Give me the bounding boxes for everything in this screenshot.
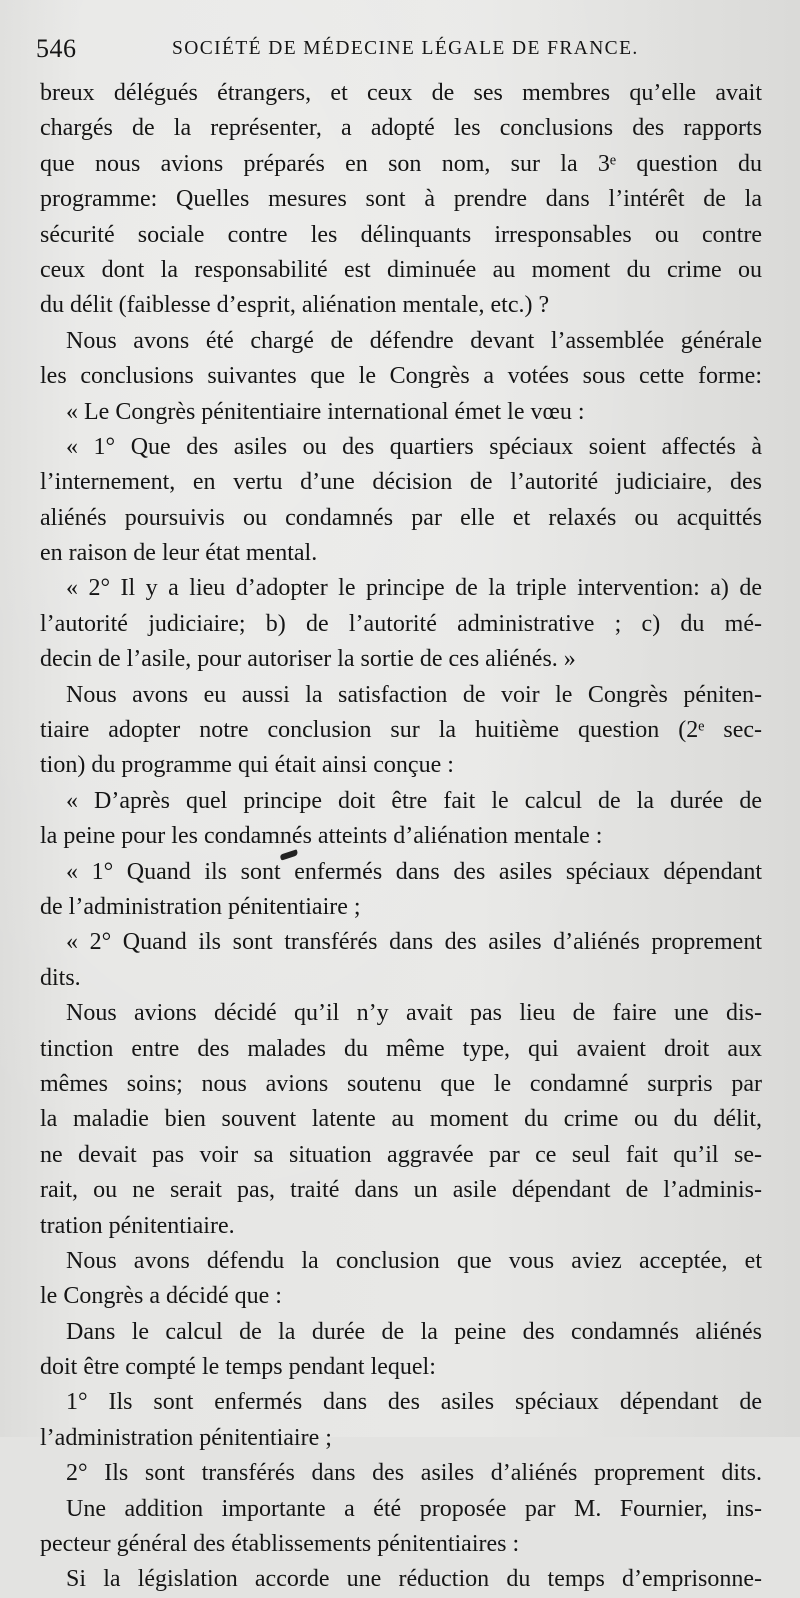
text-line: les conclusions suivantes que le Congrès a votées sous cette forme: bbox=[40, 363, 762, 390]
text-line: chargés de la représenter, a adopté les conclusions des rapports bbox=[40, 115, 762, 142]
text-line: 1° Ils sont enfermés dans des asiles spéciaux dépendant de bbox=[66, 1389, 762, 1416]
text-line: la peine pour les condamnés atteints d’aliénation mentale : bbox=[40, 823, 603, 850]
text-line: que nous avions préparés en son nom, sur la 3ᵉ question du bbox=[40, 150, 762, 177]
text-line: rait, ou ne serait pas, traité dans un asile dépendant de l’adminis- bbox=[40, 1177, 762, 1204]
text-line: ne devait pas voir sa situation aggravée par ce seul fait qu’il se- bbox=[40, 1141, 762, 1168]
text-line: tinction entre des malades du même type, qui avaient droit aux bbox=[40, 1035, 762, 1062]
text-line: tration pénitentiaire. bbox=[40, 1212, 235, 1239]
text-line: Dans le calcul de la durée de la peine des condamnés aliénés bbox=[66, 1318, 762, 1345]
text-line: l’autorité judiciaire; b) de l’autorité administrative ; c) du mé- bbox=[40, 610, 762, 637]
body-text bbox=[40, 76, 762, 1598]
text-line: l’administration pénitentiaire ; bbox=[40, 1424, 332, 1451]
text-line: du délit (faiblesse d’esprit, aliénation mentale, etc.) ? bbox=[40, 292, 550, 319]
text-line: « 2° Il y a lieu d’adopter le principe de la triple intervention: a) de bbox=[66, 575, 762, 602]
text-line: « D’après quel principe doit être fait le calcul de la durée de bbox=[66, 787, 762, 814]
text-line: Nous avons défendu la conclusion que vous aviez acceptée, et bbox=[66, 1247, 762, 1274]
text-line: « 1° Quand ils sont enfermés dans des asiles spéciaux dépendant bbox=[66, 858, 762, 885]
text-line: Nous avions décidé qu’il n’y avait pas lieu de faire une dis- bbox=[66, 1000, 762, 1027]
text-line: « 1° Que des asiles ou des quartiers spéciaux soient affectés à bbox=[66, 433, 762, 460]
text-line: tiaire adopter notre conclusion sur la huitième question (2ᵉ sec- bbox=[40, 717, 762, 744]
text-line: mêmes soins; nous avions soutenu que le condamné surpris par bbox=[40, 1070, 762, 1097]
text-line: ceux dont la responsabilité est diminuée au moment du crime ou bbox=[40, 256, 762, 283]
running-head: SOCIÉTÉ DE MÉDECINE LÉGALE DE FRANCE. bbox=[172, 38, 639, 59]
text-line: « 2° Quand ils sont transférés dans des asiles d’aliénés proprement bbox=[66, 929, 762, 956]
text-line: breux délégués étrangers, et ceux de ses membres qu’elle avait bbox=[40, 80, 762, 106]
text-line: decin de l’asile, pour autoriser la sortie de ces aliénés. » bbox=[40, 646, 576, 673]
text-line: Une addition importante a été proposée par M. Fournier, ins- bbox=[66, 1495, 762, 1522]
text-line: Nous avons été chargé de défendre devant l’assemblée générale bbox=[66, 327, 762, 354]
text-line: programme: Quelles mesures sont à prendre dans l’intérêt de la bbox=[40, 186, 762, 213]
text-line: la maladie bien souvent latente au moment du crime ou du délit, bbox=[40, 1106, 762, 1133]
text-line: de l’administration pénitentiaire ; bbox=[40, 893, 361, 920]
text-line: tion) du programme qui était ainsi conçue : bbox=[40, 752, 454, 779]
text-line: doit être compté le temps pendant lequel: bbox=[40, 1354, 436, 1381]
text-line: Nous avons eu aussi la satisfaction de voir le Congrès péniten- bbox=[66, 681, 762, 708]
text-line: 2° Ils sont transférés dans des asiles d’aliénés proprement dits. bbox=[66, 1460, 762, 1487]
text-line: pecteur général des établissements pénitentiaires : bbox=[40, 1531, 520, 1558]
text-line: « Le Congrès pénitentiaire international émet le vœu : bbox=[66, 398, 585, 425]
text-line: sécurité sociale contre les délinquants irresponsables ou contre bbox=[40, 221, 762, 248]
text-line: Si la législation accorde une réduction du temps d’emprisonne- bbox=[66, 1566, 762, 1593]
page-number: 546 bbox=[36, 34, 77, 63]
text-line: le Congrès a décidé que : bbox=[40, 1283, 282, 1310]
text-line: l’internement, en vertu d’une décision de l’autorité judiciaire, des bbox=[40, 469, 762, 496]
text-line: aliénés poursuivis ou condamnés par elle et relaxés ou acquittés bbox=[40, 504, 762, 531]
page-header bbox=[36, 34, 770, 66]
text-line: dits. bbox=[40, 964, 81, 991]
text-line: en raison de leur état mental. bbox=[40, 540, 318, 567]
